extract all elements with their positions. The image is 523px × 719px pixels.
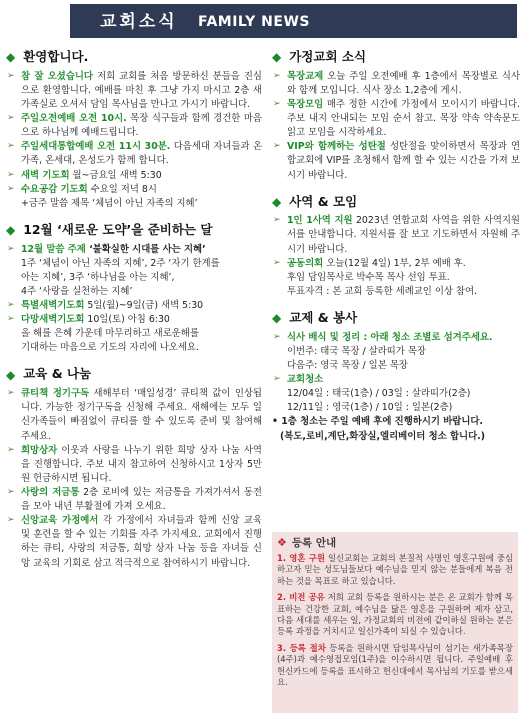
list-item: ➢ 수요공감 기도회 수요일 저녁 8시 [7,183,157,195]
arrow-icon: ➢ [7,141,15,152]
registration-paragraph: 1. 영혼 구원 일신교회는 교회의 본질적 사명인 영혼구원에 중심하고자 믿는 성도님들보다 예수님을 믿지 않는 분들에게 복음 전하는 것을 목표로 하고 있습니다. [277,552,513,586]
arrow-icon: ➢ [7,300,15,311]
text-line: 후임 담임목사로 박수목 목사 선임 투표. [287,271,450,283]
list-item: ➢ 주일오전예배 오전 10시. 목장 식구들과 함께 경건한 마음으로 하나님께 예배드립니다. [7,113,262,139]
arrow-icon: ➢ [273,98,281,109]
text-line: • 1층 청소는 주일 예배 후에 진행하시기 바랍니다. [272,416,483,428]
arrow-icon: ➢ [7,388,15,399]
list-item: ➢ VIP와 함께하는 성탄절 성탄절을 맞이하면서 목장과 연합교회에 VIP를 초청해서 함께 할 수 있는 시간을 가져 보시기 바랍니다. [273,141,520,181]
section-title: 사역 & 모임 [289,193,358,209]
list-item: ➢ 목장교제 오늘 주일 오전예배 후 1층에서 목장별로 식사와 함께 모입니다. 식사 장소 1,2층에 게시. [273,70,520,96]
list-item: ➢ 교회청소 [273,374,324,386]
list-item: ➢ 희망상자 이웃과 사랑을 나누기 위한 희망 상자 나눔 사역을 진행합니다. 주보 내지 참고하여 신청하시고 1상자 5만원 헌금하시면 됩니다. [7,444,262,484]
section-title: 교제 & 봉사 [289,310,358,326]
section-title: 환영합니다. [23,49,89,64]
list-item: ➢ 새벽 기도회 월~금요일 새벽 5:30 [7,169,162,181]
sermon-note: +금주 말씀 제목 ‘체념이 아닌 자족의 지혜’ [21,197,198,209]
section-title: 12월 ‘새로운 도약’을 준비하는 달 [23,221,213,237]
arrow-icon: ➢ [7,486,15,497]
list-item: ➢ 12월 말씀 주제 ‘불확실한 시대를 사는 지혜’ [7,243,206,255]
section-fellowship [272,309,520,444]
diamond-icon: ◆ [272,50,282,65]
arrow-icon: ➢ [7,314,15,325]
section-december [6,221,262,356]
text-line: 아는 지혜’, 3주 ‘하나님을 아는 지혜’, [21,271,175,283]
right-column [272,48,520,454]
newsletter-header [70,4,517,38]
text-line: 올 해를 은혜 가운데 마무리하고 새로운해를 [21,328,199,340]
list-item: ➢ 1인 1사역 지원 2023년 연합교회 사역을 위한 사역지원서를 안내합니다. 지원서를 잘 보고 기도하면서 자원해 주시기 바랍니다. [273,215,520,255]
arrow-icon: ➢ [273,141,281,152]
box-title: 등록 안내 [291,537,337,550]
arrow-icon: ➢ [7,515,15,526]
text-line: 4주 ‘사랑을 실천하는 지혜’ [21,285,133,297]
text-line: 12/11일 : 영국(1층) / 10일 : 일본(2층) [287,402,453,414]
arrow-icon: ➢ [273,331,281,342]
list-item: ➢ 식사 배식 및 정리 : 아래 청소 조별로 섬겨주세요. [273,331,493,343]
arrow-icon: ➢ [7,70,15,81]
text-line: 기대하는 마음으로 기도의 자리에 나오세요. [21,342,199,354]
list-item: ➢ 큐티책 정기구독 새해부터 ‘매일성경’ 큐티책 값이 인상됩니다. 가능한 정기구독을 신청해 주세요. 새해에는 모두 일신가족들이 빠짐없이 큐티를 할 수 있도록 준비 및 참여해 주세요. [7,388,262,442]
diamond-icon: ◆ [6,367,16,382]
registration-paragraph: 2. 비전 공유 저희 교회 등록을 원하시는 분은 온 교회가 함께 목표하는 건강한 교회, 예수님을 닮은 영혼을 구원하며 제자 삼고, 다음 세대를 세우는 일, 가정교회의 비전에 같이하실 원하는 분은 등록 과정을 거치시고 일신가족이 되실 수 있습니다. [277,592,514,637]
section-title: 교육 & 나눔 [23,366,92,382]
section-ministry [272,193,520,299]
diamond-icon: ◆ [6,223,16,238]
list-item: ➢ 목장모임 매주 정한 시간에 가정에서 모이시기 바랍니다. 주보 내지 안내되는 모임 순서 참고. 목장 약속 약속문도 읽고 모임을 시작하세요. [273,98,520,139]
list-item: ➢ 주일세대통합예배 오전 11시 30분. 다음세대 자녀들과 온가족, 온세대, 온성도가 함께 합니다. [7,141,263,167]
section-title: 가정교회 소식 [289,49,367,64]
arrow-icon: ➢ [7,183,15,194]
registration-box [272,532,518,713]
list-item: ➢ 공동의회 오늘(12월 4일) 1부, 2부 예배 후. [273,257,466,269]
diamond-icon: ◆ [6,50,16,65]
arrow-icon: ➢ [7,113,15,124]
arrow-icon: ➢ [273,215,281,226]
text-line: 이번주: 태국 목장 / 살라띠가 목장 [287,345,426,357]
list-item: ➢ 특별새벽기도회 5일(월)~9일(금) 새벽 5:30 [7,300,204,312]
text-line: 다음주: 영국 목장 / 일본 목장 [287,360,408,371]
diamond-icon: ◆ [272,195,282,209]
text-line: 12/04일 : 태국(1층) / 03일 : 살라띠가(2층) [287,388,471,400]
text-line: 1주 ‘체념이 아닌 자족의 지혜’, 2주 ‘자기 한계를 [21,257,220,269]
arrow-icon: ➢ [7,169,15,180]
header-subtitle: FAMILY NEWS [198,14,310,30]
list-item: ➢ 사랑의 저금통 2층 로비에 있는 저금통을 가져가셔서 동전을 모아 내년 부활절에 가져 오세요. [7,486,262,513]
header-title: 교회소식 [100,12,178,32]
section-education [6,365,262,570]
arrow-icon: ➢ [273,257,281,268]
arrow-icon: ➢ [273,70,281,81]
arrow-icon: ➢ [273,374,281,385]
list-item: ➢ 다망새벽기도회 10일(토) 아침 6:30 [7,314,170,326]
left-column [6,48,262,581]
diamond-icon: ◆ [272,311,282,326]
text-line: (복도,로비,계단,화장실,엘리베이터 청소 합니다.) [280,430,485,442]
section-house-church [272,48,520,183]
list-item: ➢ 참 잘 오셨습니다 저희 교회를 처음 방문하신 분들을 진심으로 환영합니다. 예배를 마친 후 그냥 가지 마시고 2층 새가족실로 오셔서 담임 목사님을 만나고 가시기 바랍니다. [7,70,262,110]
text-line: 투표자격 : 본 교회 등록한 세례교인 이상 참여. [287,285,478,297]
registration-paragraph: 3. 등록 절차 등록을 원하시면 담임목사님이 섬기는 새가족목장(4주)과 예수영접모임(1주)을 이수하시면 됩니다. 주일예배 후 헌신카드에 등록을 표시하고 헌신대에서 목사님의 기도를 받으세요. [277,642,513,688]
section-welcome [6,48,262,211]
diamond-icon: ❖ [277,536,287,549]
arrow-icon: ➢ [7,444,15,455]
list-item: ➢ 신앙교육 가정예서 각 가정에서 자녀들과 함께 신앙 교육 및 훈련을 할 수 있는 기회를 자주 가지세요. 교회에서 진행하는 큐티, 사랑의 저금통, 희망 상자 나눔 등을 자녀들 신앙 교육의 기회로 삼고 적극적으로 참여하시기 바랍니다. [7,515,262,569]
arrow-icon: ➢ [7,243,15,254]
